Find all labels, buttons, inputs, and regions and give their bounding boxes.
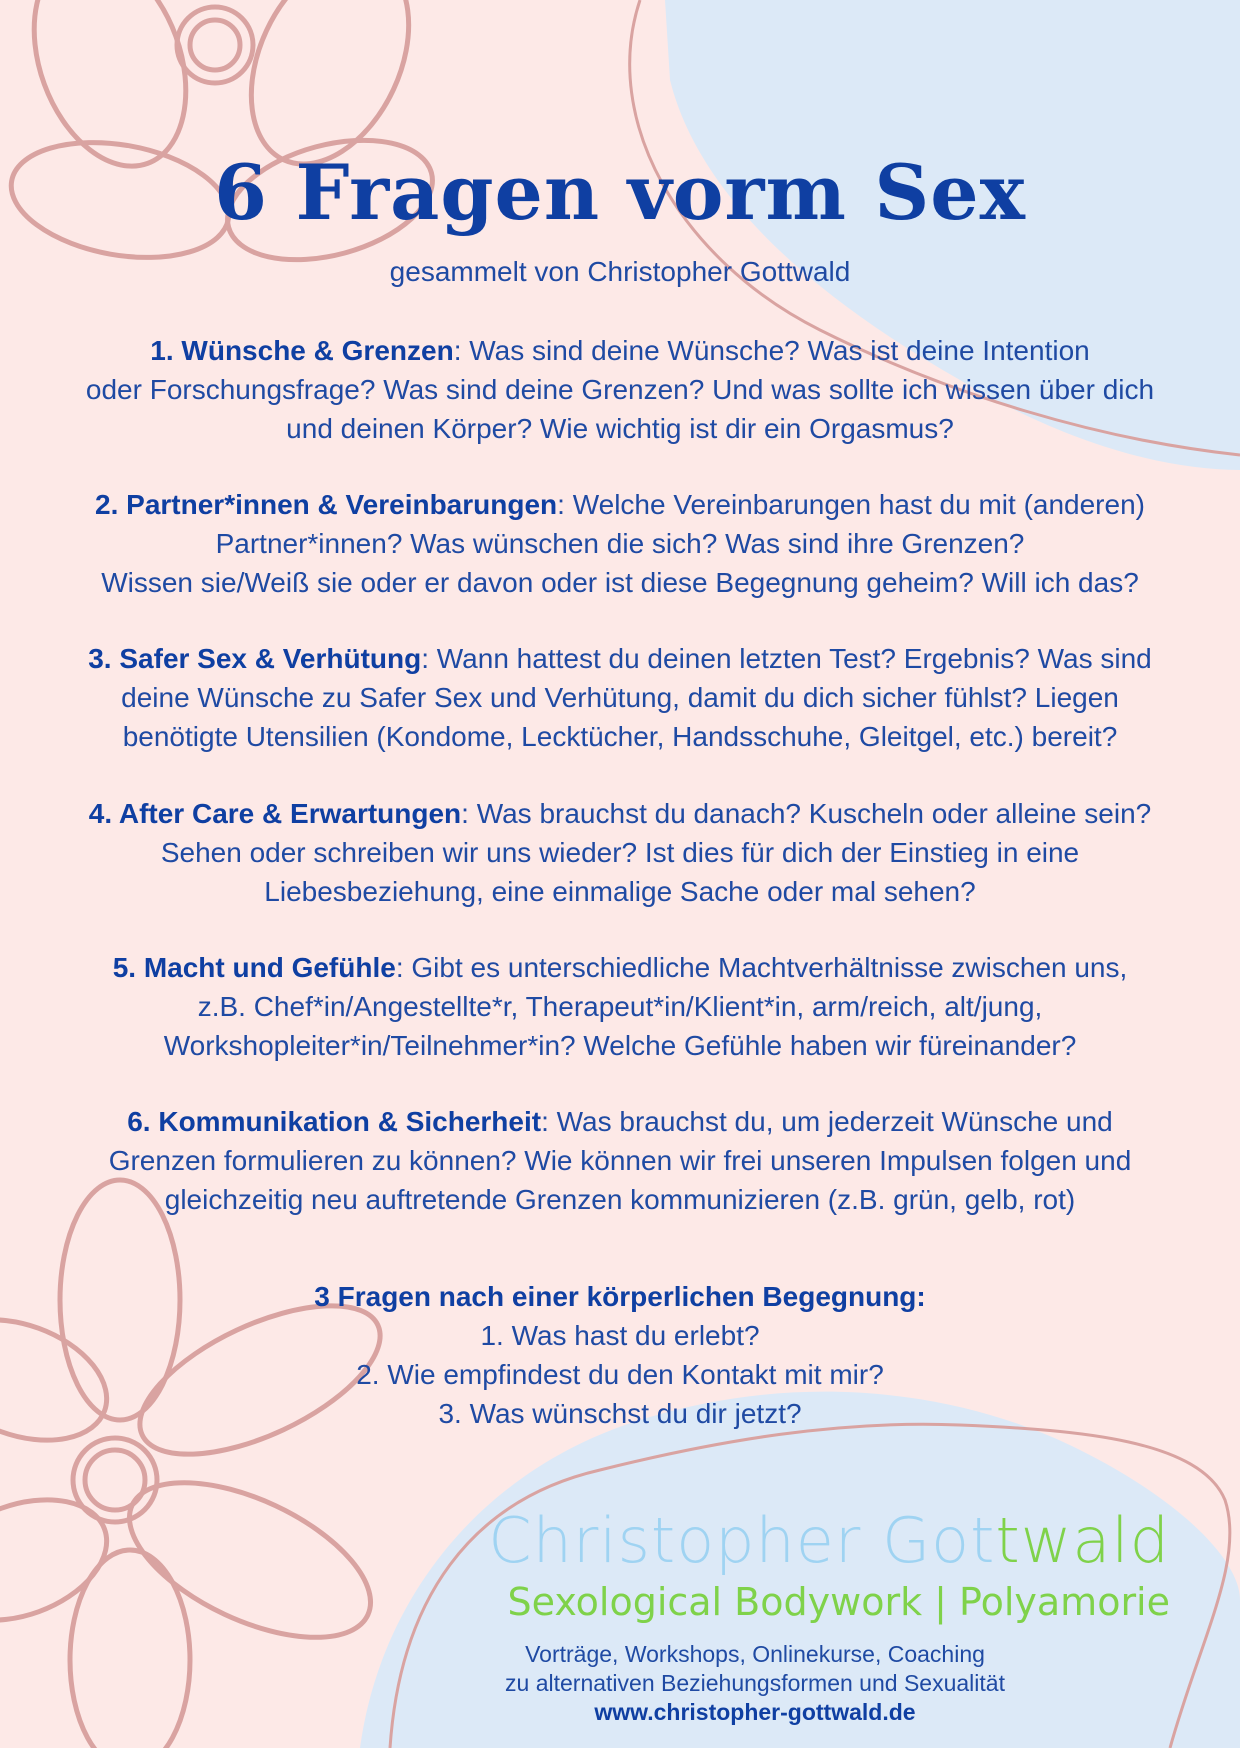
question-heading: 3. Safer Sex & Verhütung xyxy=(88,643,422,674)
question-heading: 1. Wünsche & Grenzen xyxy=(150,335,454,366)
question-heading: 6. Kommunikation & Sicherheit xyxy=(127,1106,542,1137)
page-title: 6 Fragen vorm Sex xyxy=(214,148,1026,237)
question-3: 3. Safer Sex & Verhütung: Wann hattest du deinen letzten Test? Ergebnis? Was sind deine Wünsche zu Safer Sex und Verhütung, damit du dich sicher fühlst? Liegen benötigte Utensilien (Kondome, Lecktücher, Handsschuhe, Gleitgel, etc.) bereit? xyxy=(88,643,1152,752)
question-heading: 2. Partner*innen & Vereinbarungen xyxy=(95,489,558,520)
question-4: 4. After Care & Erwartungen: Was brauchst du danach? Kuscheln oder alleine sein? Sehen oder schreiben wir uns wieder? Ist dies für dich der Einstieg in eine Liebesbeziehung, eine einmalige Sache oder mal sehen? xyxy=(88,798,1152,907)
after-heading: 3 Fragen nach einer körperlichen Begegnung: xyxy=(314,1281,926,1312)
question-5: 5. Macht und Gefühle: Gibt es unterschiedliche Machtverhältnisse zwischen uns, z.B. Chef*in/Angestellte*r, Therapeut*in/Klient*in, arm/reich, alt/jung, Workshopleiter*in/Teilnehmer*in? Welche Gefühle haben wir füreinander? xyxy=(112,952,1128,1061)
after-item: 3. Was wünschst du dir jetzt? xyxy=(438,1398,802,1429)
flower-bottom-left-icon xyxy=(0,1180,401,1748)
brand-name: Christopher Gottwald xyxy=(488,1504,1170,1577)
question-heading: 5. Macht und Gefühle xyxy=(112,952,396,983)
question-6: 6. Kommunikation & Sicherheit: Was brauchst du, um jederzeit Wünsche und Grenzen formulieren zu können? Wie können wir frei unseren Impulsen folgen und gleichzeitig neu auftretende Grenzen kommunizieren (z.B. grün, gelb, rot) xyxy=(108,1106,1132,1215)
page-subtitle: gesammelt von Christopher Gottwald xyxy=(389,256,851,287)
after-item: 1. Was hast du erlebt? xyxy=(480,1320,760,1351)
brand-block xyxy=(470,1505,1170,1627)
question-2: 2. Partner*innen & Vereinbarungen: Welche Vereinbarungen hast du mit (anderen) Partner*innen? Was wünschen die sich? Was sind ihre Grenzen? Wissen sie/Weiß sie oder er davon oder ist diese Begegnung geheim? Will ich das? xyxy=(95,489,1145,598)
question-heading: 4. After Care & Erwartungen xyxy=(88,798,462,829)
flower-top-left-icon xyxy=(2,0,446,280)
website-link[interactable]: www.christopher-gottwald.de xyxy=(594,1699,916,1725)
brand-info xyxy=(470,1640,1040,1727)
brand-tagline: Sexological Bodywork | Polyamorie xyxy=(507,1580,1170,1624)
after-item: 2. Wie empfindest du den Kontakt mit mir? xyxy=(356,1359,884,1390)
after-questions xyxy=(0,1277,1240,1433)
brand-info-line: Vorträge, Workshops, Onlinekurse, Coaching xyxy=(525,1641,985,1667)
brand-info-line: zu alternativen Beziehungsformen und Sexualität xyxy=(505,1670,1005,1696)
question-1: 1. Wünsche & Grenzen: Was sind deine Wünsche? Was ist deine Intention oder Forschungsfrage? Was sind deine Grenzen? Und was sollte ich wissen über dich und deinen Körper? Wie wichtig ist dir ein Orgasmus? xyxy=(85,335,1155,444)
